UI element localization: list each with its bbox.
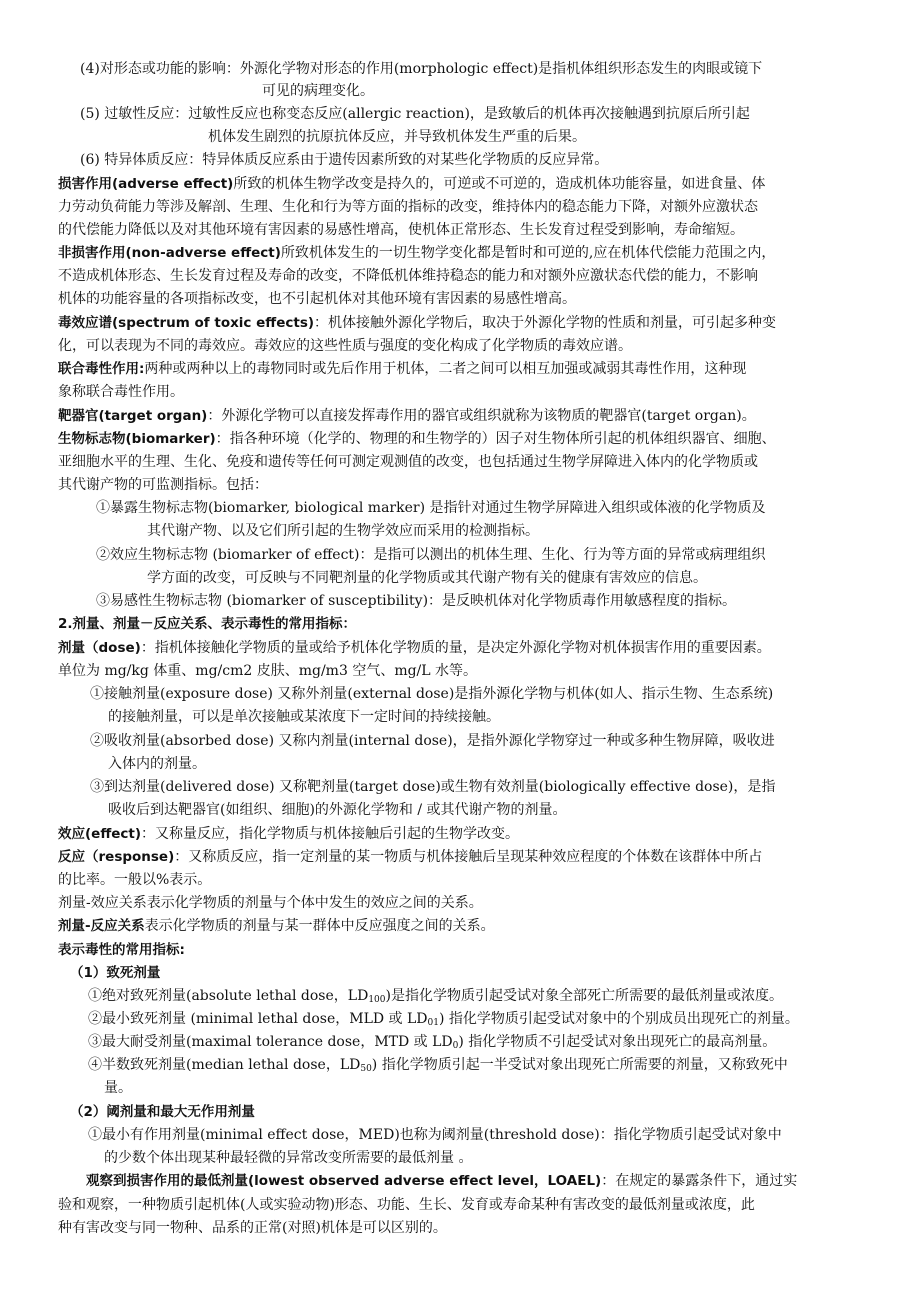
list-item-median-lethal-dose [88, 1054, 788, 1077]
subscript: 01 [427, 1018, 439, 1028]
text-line: 的代偿能力降低以及对其他环境有害因素的易感性增高，使机体正常形态、生长发育过程受到影响，寿命缩短。 [58, 222, 744, 238]
text-line: 机体发生剧烈的抗原抗体反应，并导致机体发生严重的后果。 [208, 129, 586, 145]
text-line: ：指机体接触化学物质的量或给予机体化学物质的量，是决定外源化学物对机体损害作用的重要因素。 [140, 640, 771, 656]
text-line: 的少数个体出现某种最轻微的异常改变所需要的最低剂量 。 [104, 1150, 473, 1166]
paragraph-loael [86, 1170, 797, 1193]
term-non-adverse-effect: 非损害作用(non-adverse effect) [58, 245, 281, 261]
term-dose-response: 剂量-反应关系 [58, 918, 145, 934]
text-line: 两种或两种以上的毒物同时或先后作用于机体，二者之间可以相互加强或减弱其毒性作用，这种现 [144, 361, 747, 377]
list-item-exposure-dose: ①接触剂量(exposure dose) 又称外剂量(external dose)是指外源化学物与机体(如人、指示生物、生态系统) [90, 686, 774, 702]
paragraph-non-adverse-effect [58, 242, 775, 265]
term-response: 反应（response) [58, 849, 175, 865]
text-line: ) 指化学物质不引起受试对象出现死亡的最高剂量。 [458, 1034, 777, 1050]
paragraph-effect [58, 823, 519, 846]
subscript: 0 [452, 1041, 459, 1051]
text-line: ③最大耐受剂量(maximal tolerance dose，MTD 或 LD [88, 1034, 453, 1050]
list-item-delivered-dose: ③到达剂量(delivered dose) 又称靶剂量(target dose)或生物有效剂量(biologically effective dose)，是指 [90, 779, 776, 795]
paragraph-joint-toxicity [58, 358, 746, 381]
list-item-exposure-biomarker: ①暴露生物标志物(biomarker, biological marker) 是指针对通过生物学屏障进入组织或体液的化学物质及 [96, 500, 766, 516]
paragraph-dose-effect: 剂量-效应关系表示化学物质的剂量与个体中发生的效应之间的关系。 [58, 895, 483, 911]
text-line: )是指化学物质引起受试对象全部死亡所需要的最低剂量或浓度。 [385, 988, 783, 1004]
term-spectrum: 毒效应谱(spectrum of toxic effects) [58, 315, 315, 331]
term-loael: 观察到损害作用的最低剂量(lowest observed adverse effect level，LOAEL) [86, 1173, 602, 1189]
term-effect: 效应(effect) [58, 826, 142, 842]
paragraph-adverse-effect [58, 173, 765, 196]
text-line: ④半数致死剂量(median lethal dose，LD [88, 1057, 361, 1073]
list-item-maximal-tolerance-dose [88, 1031, 776, 1054]
text-line: 吸收后到达靶器官(如组织、细胞)的外源化学物和 / 或其代谢产物的剂量。 [108, 802, 567, 818]
text-line: 的比率。一般以%表示。 [58, 872, 212, 888]
text-line: 入体内的剂量。 [108, 756, 206, 772]
text-line: ：又称质反应，指一定剂量的某一物质与机体接触后呈现某种效应程度的个体数在该群体中所占 [174, 849, 763, 865]
text-line: 表示化学物质的剂量与某一群体中反应强度之间的关系。 [144, 918, 495, 934]
text-line: ①绝对致死剂量(absolute lethal dose，LD [88, 988, 369, 1004]
paragraph-dose-response [58, 915, 495, 938]
paragraph-idiosyncratic-reaction: (6) 特异体质反应：特异体质反应系由于遗传因素所致的对某些化学物质的反应异常。 [80, 152, 609, 168]
list-item-susceptibility-biomarker: ③易感性生物标志物 (biomarker of susceptibility)：是反映机体对化学物质毒作用敏感程度的指标。 [96, 593, 737, 609]
term-target-organ: 靶器官(target organ) [58, 408, 208, 424]
text-line: 所致机体发生的一切生物学变化都是暂时和可逆的,应在机体代偿能力范围之内， [280, 245, 776, 261]
paragraph-morphologic-effect: (4)对形态或功能的影响：外源化学物对形态的作用(morphologic effect)是指机体组织形态发生的肉眼或镜下 [80, 61, 763, 77]
heading-lethal-dose: （1）致死剂量 [70, 965, 161, 981]
text-line: 种有害改变与同一物种、品系的正常(对照)机体是可以区别的。 [58, 1220, 447, 1236]
paragraph-biomarker [58, 428, 776, 451]
term-dose: 剂量（dose) [58, 640, 141, 656]
text-line: ：又称量反应，指化学物质与机体接触后引起的生物学改变。 [141, 826, 520, 842]
paragraph-spectrum [58, 312, 776, 335]
text-line: 量。 [104, 1080, 132, 1096]
subscript: 50 [360, 1064, 372, 1074]
text-line: 亚细胞水平的生理、生化、免疫和遗传等任何可测定观测值的改变，也包括通过生物学屏障进入体内的化学物质或 [58, 454, 758, 470]
text-line: 机体的功能容量的各项指标改变，也不引起机体对其他环境有害因素的易感性增高。 [58, 291, 576, 307]
paragraph-dose [58, 637, 771, 660]
text-line: ②最小致死剂量 (minimal lethal dose，MLD 或 LD [88, 1011, 428, 1027]
list-item-absorbed-dose: ②吸收剂量(absorbed dose) 又称内剂量(internal dose)，是指外源化学物穿过一种或多种生物屏障，吸收进 [90, 733, 775, 749]
text-line: ：在规定的暴露条件下，通过实 [601, 1173, 798, 1189]
text-line: 所致的机体生物学改变是持久的，可逆或不可逆的，造成机体功能容量，如进食量、体 [233, 176, 766, 192]
term-adverse-effect: 损害作用(adverse effect) [58, 176, 234, 192]
text-line: 学方面的改变，可反映与不同靶剂量的化学物质或其代谢产物有关的健康有害效应的信息。 [147, 570, 707, 586]
text-line: 象称联合毒性作用。 [58, 384, 184, 400]
term-biomarker: 生物标志物(biomarker) [58, 431, 216, 447]
list-item-effect-biomarker: ②效应生物标志物 (biomarker of effect)：是指可以测出的机体生理、生化、行为等方面的异常或病理组织 [96, 547, 766, 563]
list-item-minimal-effect-dose: ①最小有作用剂量(minimal effect dose，MED)也称为阈剂量(threshold dose)：指化学物质引起受试对象中 [88, 1127, 782, 1143]
text-line: ) 指化学物质引起一半受试对象出现死亡所需要的剂量，又称致死中 [371, 1057, 788, 1073]
list-item-minimal-lethal-dose [88, 1008, 799, 1031]
text-line: 单位为 mg/kg 体重、mg/cm2 皮肤、mg/m3 空气、mg/L 水等。 [58, 663, 478, 679]
text-line: 其代谢产物的可监测指标。包括： [58, 477, 268, 493]
text-line: 的接触剂量，可以是单次接触或某浓度下一定时间的持续接触。 [108, 709, 500, 725]
text-line: 不造成机体形态、生长发育过程及寿命的改变，不降低机体维持稳态的能力和对额外应激状态代偿的能力，不影响 [58, 268, 758, 284]
heading-threshold-dose: （2）阈剂量和最大无作用剂量 [70, 1104, 255, 1120]
list-item-absolute-lethal-dose [88, 985, 783, 1008]
text-line: 其代谢产物、以及它们所引起的生物学效应而采用的检测指标。 [147, 523, 539, 539]
paragraph-allergic-reaction: (5) 过敏性反应：过敏性反应也称变态反应(allergic reaction)，是致敏后的机体再次接触遇到抗原后所引起 [80, 106, 750, 122]
text-line: 化，可以表现为不同的毒效应。毒效应的这些性质与强度的变化构成了化学物质的毒效应谱。 [58, 338, 632, 354]
heading-toxicity-indices: 表示毒性的常用指标: [58, 942, 185, 958]
text-line: 验和观察，一种物质引起机体(人或实验动物)形态、功能、生长、发育或寿命某种有害改变的最低剂量或浓度，此 [58, 1197, 755, 1213]
text-line: 力劳动负荷能力等涉及解剖、生理、生化和行为等方面的指标的改变，维持体内的稳态能力下降，对额外应激状态 [58, 199, 758, 215]
subscript: 100 [368, 995, 386, 1005]
section-heading-dose: 2.剂量、剂量－反应关系、表示毒性的常用指标： [58, 616, 357, 632]
paragraph-response [58, 846, 762, 869]
term-joint-toxicity: 联合毒性作用: [58, 361, 145, 377]
text-line: ：指各种环境（化学的、物理的和生物学的）因子对生物体所引起的机体组织器官、细胞、 [215, 431, 776, 447]
text-line: ：外源化学物可以直接发挥毒作用的器官或组织就称为该物质的靶器官(target organ)。 [207, 408, 756, 424]
text-line: ) 指化学物质引起受试对象中的个别成员出现死亡的剂量。 [438, 1011, 799, 1027]
text-line: ：机体接触外源化学物后，取决于外源化学物的性质和剂量，可引起多种变 [314, 315, 777, 331]
text-line: 可见的病理变化。 [262, 83, 374, 99]
paragraph-target-organ [58, 405, 756, 428]
